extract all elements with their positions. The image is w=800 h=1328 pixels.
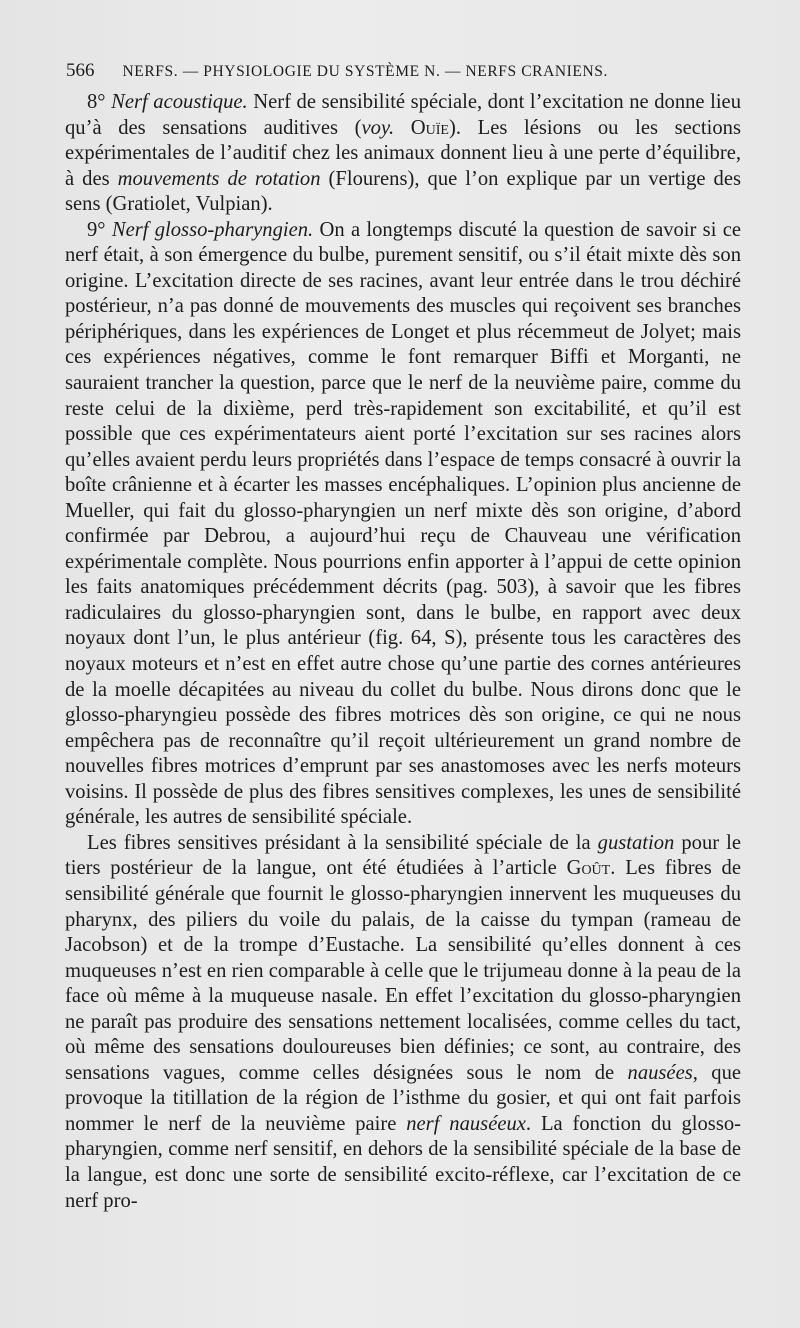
text-run: (Flourens), que l’on explique par un vertige des sens (Gratiolet, Vulpian).: [65, 167, 741, 216]
text-run: pour le tiers postérieur de la langue, ont été étudiées à l’article: [65, 831, 741, 880]
text-run: [394, 117, 411, 139]
section-heading: Nerf glosso-pharyngien.: [111, 218, 314, 241]
text-run: . La fonction du glosso-pharyngien, comme nerf sensitif, en dehors de la sensibilité spéciale de la base de la langue, est donc une sorte de sensibilité excito-réflexe, car l’excitation de ce nerf pro-: [65, 1112, 741, 1212]
page-number: 566: [66, 60, 95, 81]
cross-reference: Ouïe: [410, 116, 449, 139]
italic-term: gustation: [597, 831, 675, 854]
text-run: , que provoque la titillation de la région de l’isthme du gosier, et qui ont fait parfois nommer le nerf de la neuvième paire: [65, 1061, 741, 1135]
paragraph-sensory-fibres: [65, 831, 741, 1214]
cross-reference: Goût: [566, 857, 611, 880]
paragraph-acoustic-nerve: [65, 90, 741, 218]
section-heading: Nerf acoustique.: [111, 91, 248, 113]
text-run: Les fibres sensitives présidant à la sensibilité spéciale de la: [87, 831, 598, 854]
text-run: On a longtemps discuté la question de savoir si ce nerf était, à son émergence du bulbe, purement sensitif, ou s’il était mixte dès son origine. L’excitation directe de ses racines, avant leur entrée dans le trou déchiré postérieur, n’a pas donné de mouvements des muscles qui reçoivent ses branches périphériques, dans les expériences de Longet et plus récemmeut de Jolyet; mais ces expériences négatives, comme le font remarquer Biffi et Morganti, ne sauraient trancher la question, parce que le nerf de la neuvième paire, comme du reste celui de la dixième, perd très-rapidement son excitabilité, et qu’il est possible que ces expérimentateurs aient porté l’excitation sur ses racines alors qu’elles avaient perdu leurs propriétés dans l’espace de temps consacré à ouvrir la boîte crânienne et à écarter les masses encéphaliques. L’opinion plus ancienne de Mueller, qui fait du glosso-pharyngien un nerf mixte dès son origine, d’abord confirmée par Debrou, a aujourd’hui reçu de Chauveau une vérification expérimentale complète. Nous pourrions enfin apporter à l’appui de cette opinion les faits anatomiques précédemment décrits (pag. 503), à savoir que les fibres radiculaires du glosso-pharyngien sont, dans le bulbe, en rapport avec deux noyaux dont l’un, le plus antérieur (fig. 64, S), présente tous les caractères des noyaux moteurs et n’est en effet autre chose qu’une partie des cornes antérieures de la moelle décapitées au niveau du collet du bulbe. Nous dirons donc que le glosso-pharyngieu possède des fibres motrices dès son origine, ce qui ne nous empêchera pas de reconnaître qu’il reçoit ultérieurement un grand nombre de nouvelles fibres motrices d’emprunt par ses anastomoses avec les nerfs moteurs voisins. Il possède de plus des fibres sensitives complexes, les unes de sensibilité générale, les autres de sensibilité spéciale.: [65, 218, 741, 829]
text-run: Nerf de sensibilité spéciale, dont l’excitation ne donne lieu qu’à des sensations auditives (: [65, 91, 741, 139]
italic-term: nerf nauséeux: [406, 1112, 526, 1135]
italic-term: voy.: [361, 116, 395, 139]
section-number: 8°: [87, 91, 106, 113]
paragraph-glossopharyngeal-nerve: [65, 218, 741, 831]
text-run: ). Les lésions ou les sections expérimentales de l’auditif chez les animaux donnent lieu à une perte d’équilibre, à des: [65, 116, 741, 190]
body-text: [65, 90, 741, 1214]
italic-term: nausées: [627, 1061, 693, 1084]
running-header: [66, 60, 740, 86]
section-number: 9°: [87, 218, 106, 241]
italic-term: mouvements de rotation: [117, 167, 321, 190]
running-title: NERFS. — PHYSIOLOGIE DU SYSTÈME N. — NERFS CRANIENS.: [122, 63, 608, 80]
text-run: . Les fibres de sensibilité générale que fournit le glosso-pharyngien innervent les muqueuses du pharynx, des piliers du voile du palais, de la caisse du tympan (rameau de Jacobson) et de la trompe d’Eustache. La sensibilité qu’elles donnent à ces muqueuses n’est en rien comparable à celle que le trijumeau donne à la peau de la face où même à la muqueuse nasale. En effet l’excitation du glosso-pharyngien ne paraît pas produire des sensations nettement localisées, comme celles du tact, où même des sensations douloureuses bien définies; ce sont, au contraire, des sensations vagues, comme celles désignées sous le nom de: [65, 857, 741, 1084]
